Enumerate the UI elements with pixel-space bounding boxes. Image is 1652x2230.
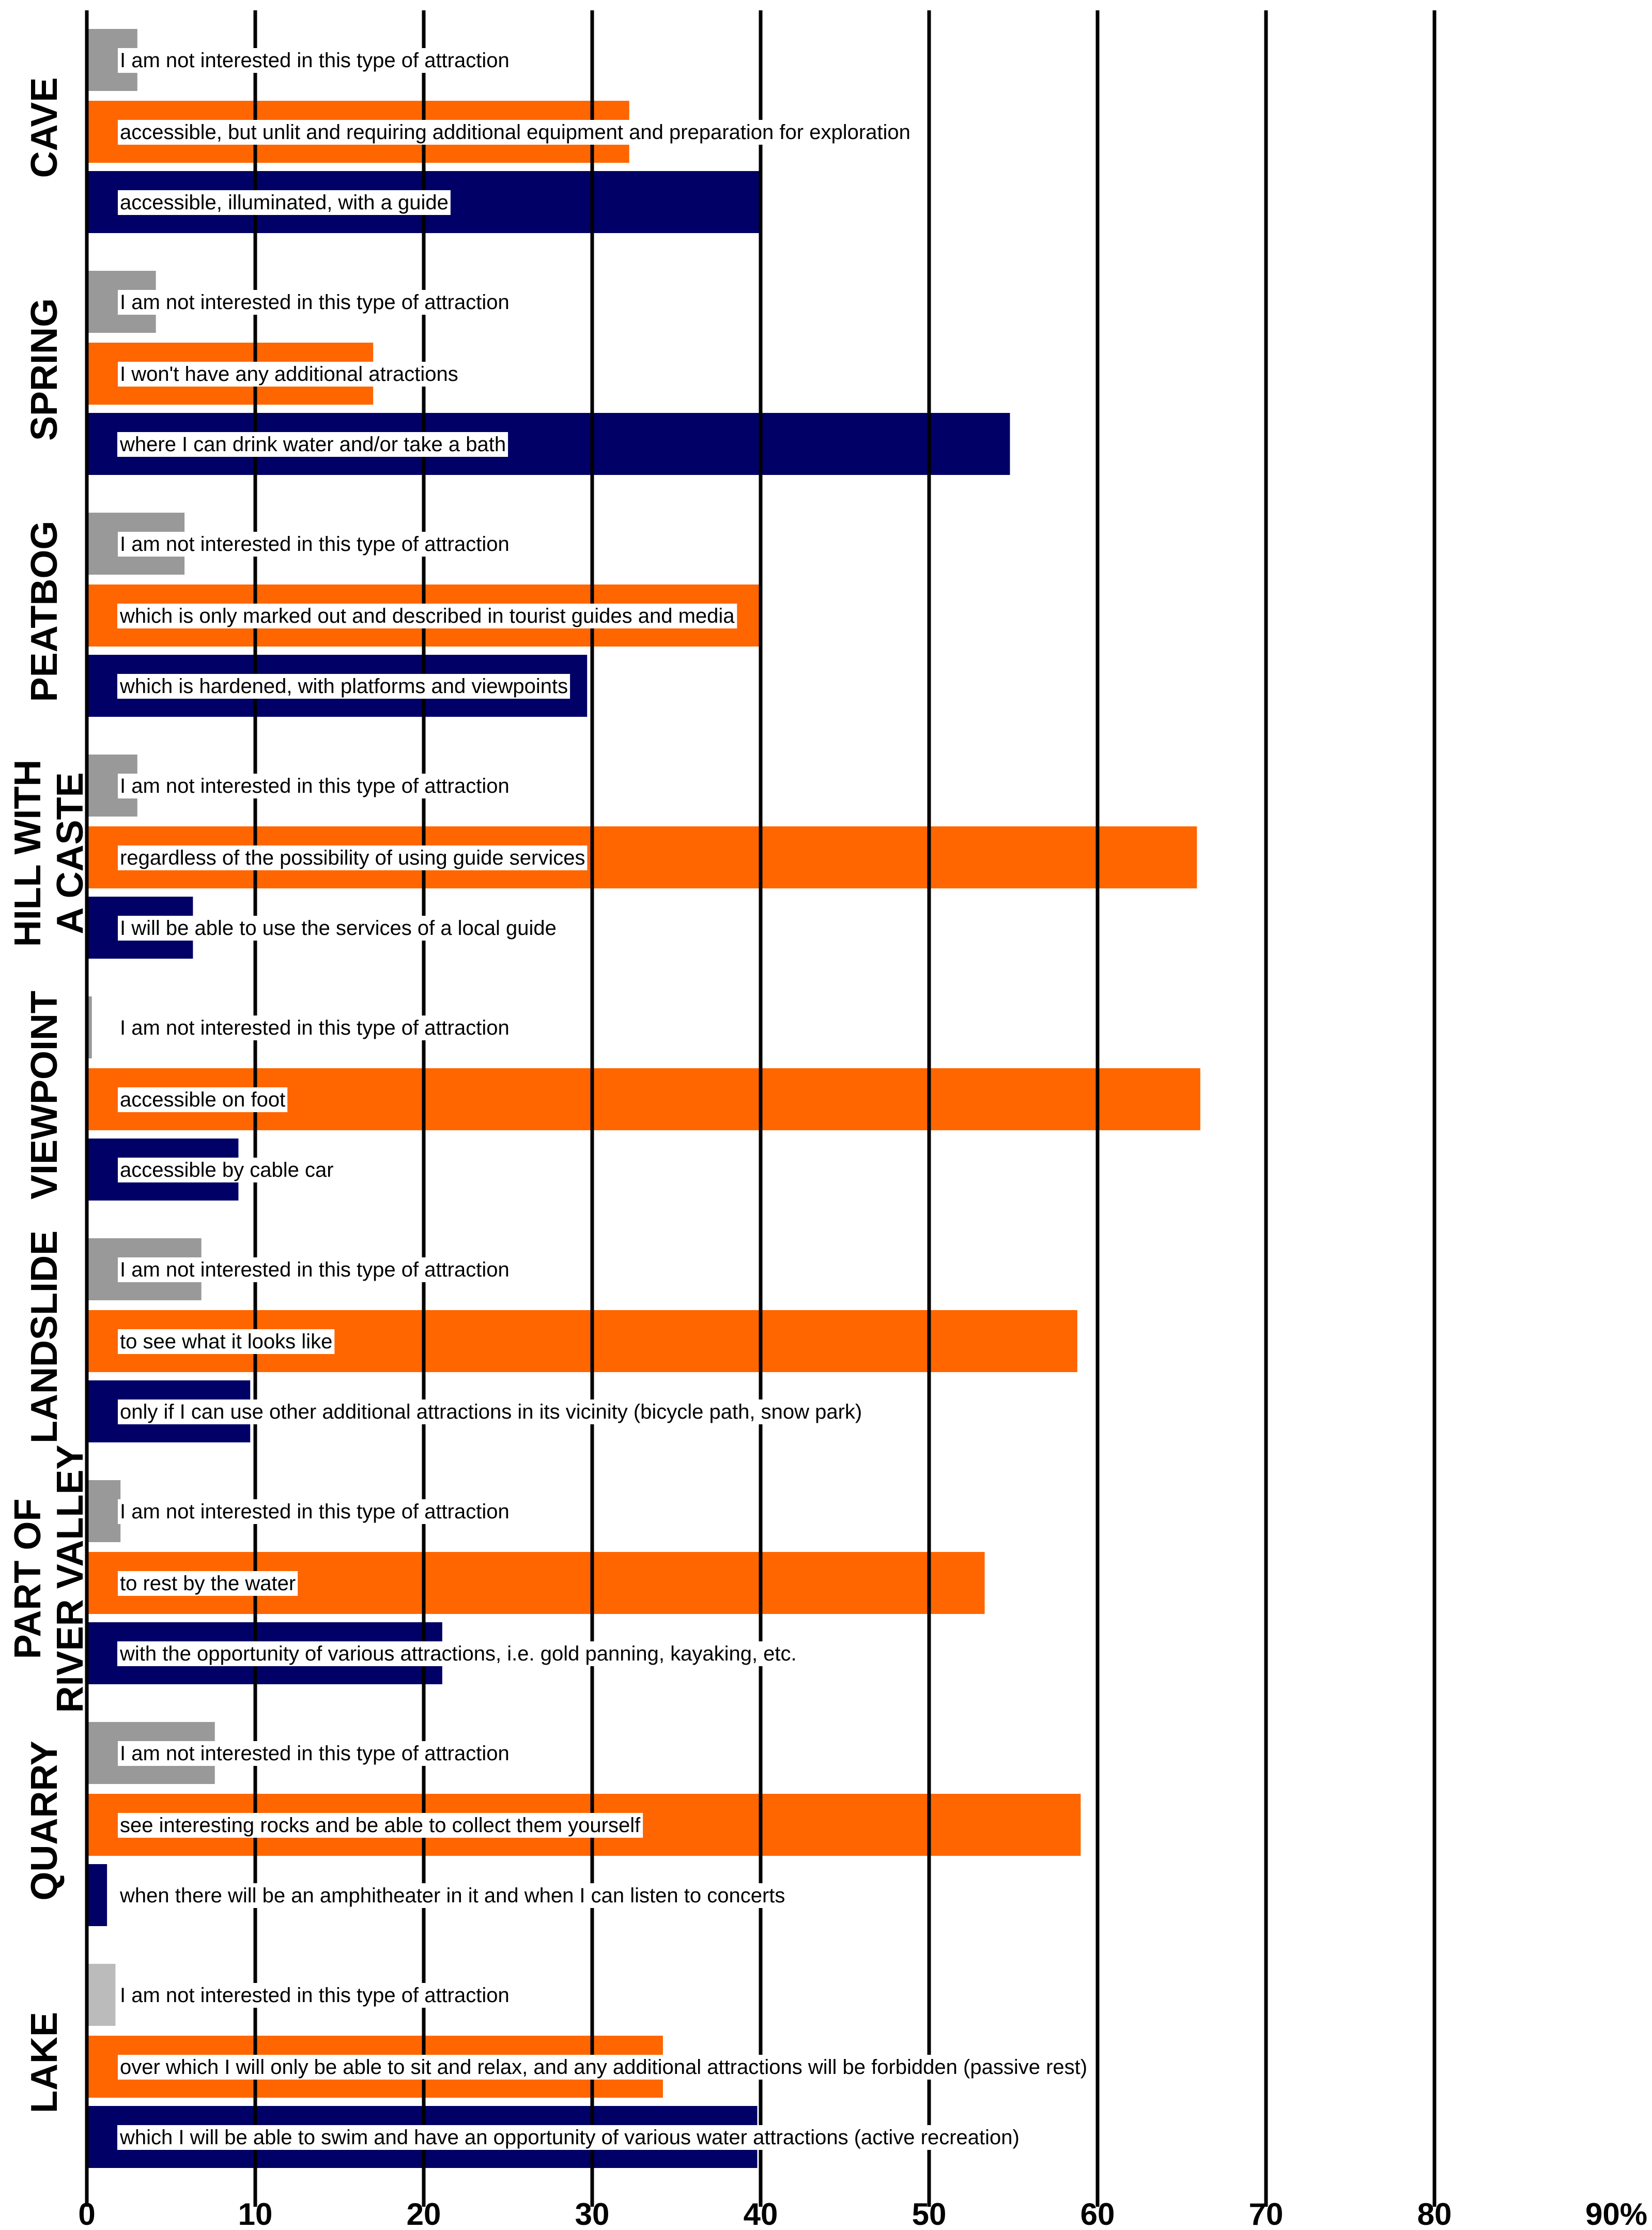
group-label-quarry: QUARRY	[24, 1741, 65, 1901]
x-tick-label-50: 50	[912, 2197, 947, 2230]
bar-label-quarry-3: when there will be an amphitheater in it and when I can listen to concerts	[120, 1884, 785, 1907]
x-tick-label-80: 80	[1417, 2197, 1452, 2230]
bar-lake-1	[87, 1964, 115, 2026]
bar-label-peatbog-3: which is hardened, with platforms and viewpoints	[120, 675, 568, 698]
group-label-peatbog: PEATBOG	[24, 520, 65, 702]
group-label-line: HILL WITH	[7, 759, 49, 947]
bar-label-landslide-1: I am not interested in this type of attraction	[120, 1258, 510, 1281]
bar-part-of-river-valley-1	[87, 1480, 120, 1542]
bar-label-quarry-2: see interesting rocks and be able to collect them yourself	[120, 1814, 641, 1837]
group-label-line: RIVER VALLEY	[50, 1444, 91, 1713]
bar-label-spring-1: I am not interested in this type of attraction	[120, 291, 510, 314]
x-tick-label-70: 70	[1248, 2197, 1284, 2230]
x-tick-label-30: 30	[575, 2197, 610, 2230]
bar-label-part-of-river-valley-3: with the opportunity of various attractions, i.e. gold panning, kayaking, etc.	[120, 1642, 797, 1665]
ticks-layer	[78, 2197, 1647, 2230]
groups-layer	[7, 78, 91, 2113]
x-tick-label-90: 90%	[1585, 2197, 1648, 2230]
bar-label-viewpoint-3: accessible by cable car	[120, 1159, 334, 1181]
x-tick-label-60: 60	[1080, 2197, 1115, 2230]
bar-label-hill-with-a-caste-3: I will be able to use the services of a local guide	[120, 917, 557, 940]
group-label-cave: CAVE	[24, 77, 65, 178]
bar-label-landslide-3: only if I can use other additional attractions in its vicinity (bicycle path, snow park)	[120, 1401, 862, 1423]
bar-label-lake-1: I am not interested in this type of attraction	[120, 1984, 510, 2007]
group-label-lake: LAKE	[24, 2012, 65, 2113]
bar-label-quarry-1: I am not interested in this type of attraction	[120, 1742, 510, 1765]
bar-label-peatbog-2: which is only marked out and described in tourist guides and media	[120, 605, 735, 627]
x-tick-label-10: 10	[238, 2197, 273, 2230]
bar-label-viewpoint-2: accessible on foot	[120, 1088, 286, 1111]
bar-label-cave-2: accessible, but unlit and requiring additional equipment and preparation for exploration	[120, 121, 910, 144]
x-tick-label-0: 0	[78, 2197, 96, 2230]
bar-label-hill-with-a-caste-1: I am not interested in this type of attraction	[120, 775, 510, 797]
bar-label-spring-3: where I can drink water and/or take a bath	[120, 433, 506, 456]
bar-label-viewpoint-1: I am not interested in this type of attraction	[120, 1017, 510, 1039]
bar-label-lake-2: over which I will only be able to sit and relax, and any additional attractions will be forbidden (passive rest)	[120, 2056, 1088, 2079]
x-tick-label-40: 40	[743, 2197, 778, 2230]
x-tick-label-20: 20	[406, 2197, 441, 2230]
bar-label-spring-2: I won't have any additional atractions	[120, 363, 458, 386]
bar-label-cave-3: accessible, illuminated, with a guide	[120, 191, 449, 214]
bar-label-peatbog-1: I am not interested in this type of attraction	[120, 533, 510, 556]
bar-label-part-of-river-valley-1: I am not interested in this type of attraction	[120, 1500, 510, 1523]
group-label-part-of-river-valley	[7, 1445, 91, 1713]
bar-label-hill-with-a-caste-2: regardless of the possibility of using guide services	[120, 847, 585, 869]
group-label-spring: SPRING	[24, 298, 65, 441]
bar-label-lake-3: which I will be able to swim and have an opportunity of various water attractions (active recreation)	[120, 2126, 1020, 2149]
group-label-line: A CASTE	[50, 772, 91, 934]
group-label-viewpoint: VIEWPOINT	[24, 990, 65, 1200]
bar-quarry-3	[87, 1864, 107, 1926]
group-label-landslide: LANDSLIDE	[24, 1231, 65, 1443]
bar-label-cave-1: I am not interested in this type of attraction	[120, 49, 510, 72]
bar-label-part-of-river-valley-2: to rest by the water	[120, 1572, 296, 1595]
group-label-line: PART OF	[7, 1498, 49, 1659]
bar-label-landslide-2: to see what it looks like	[120, 1330, 333, 1353]
group-label-hill-with-a-caste	[7, 760, 91, 947]
